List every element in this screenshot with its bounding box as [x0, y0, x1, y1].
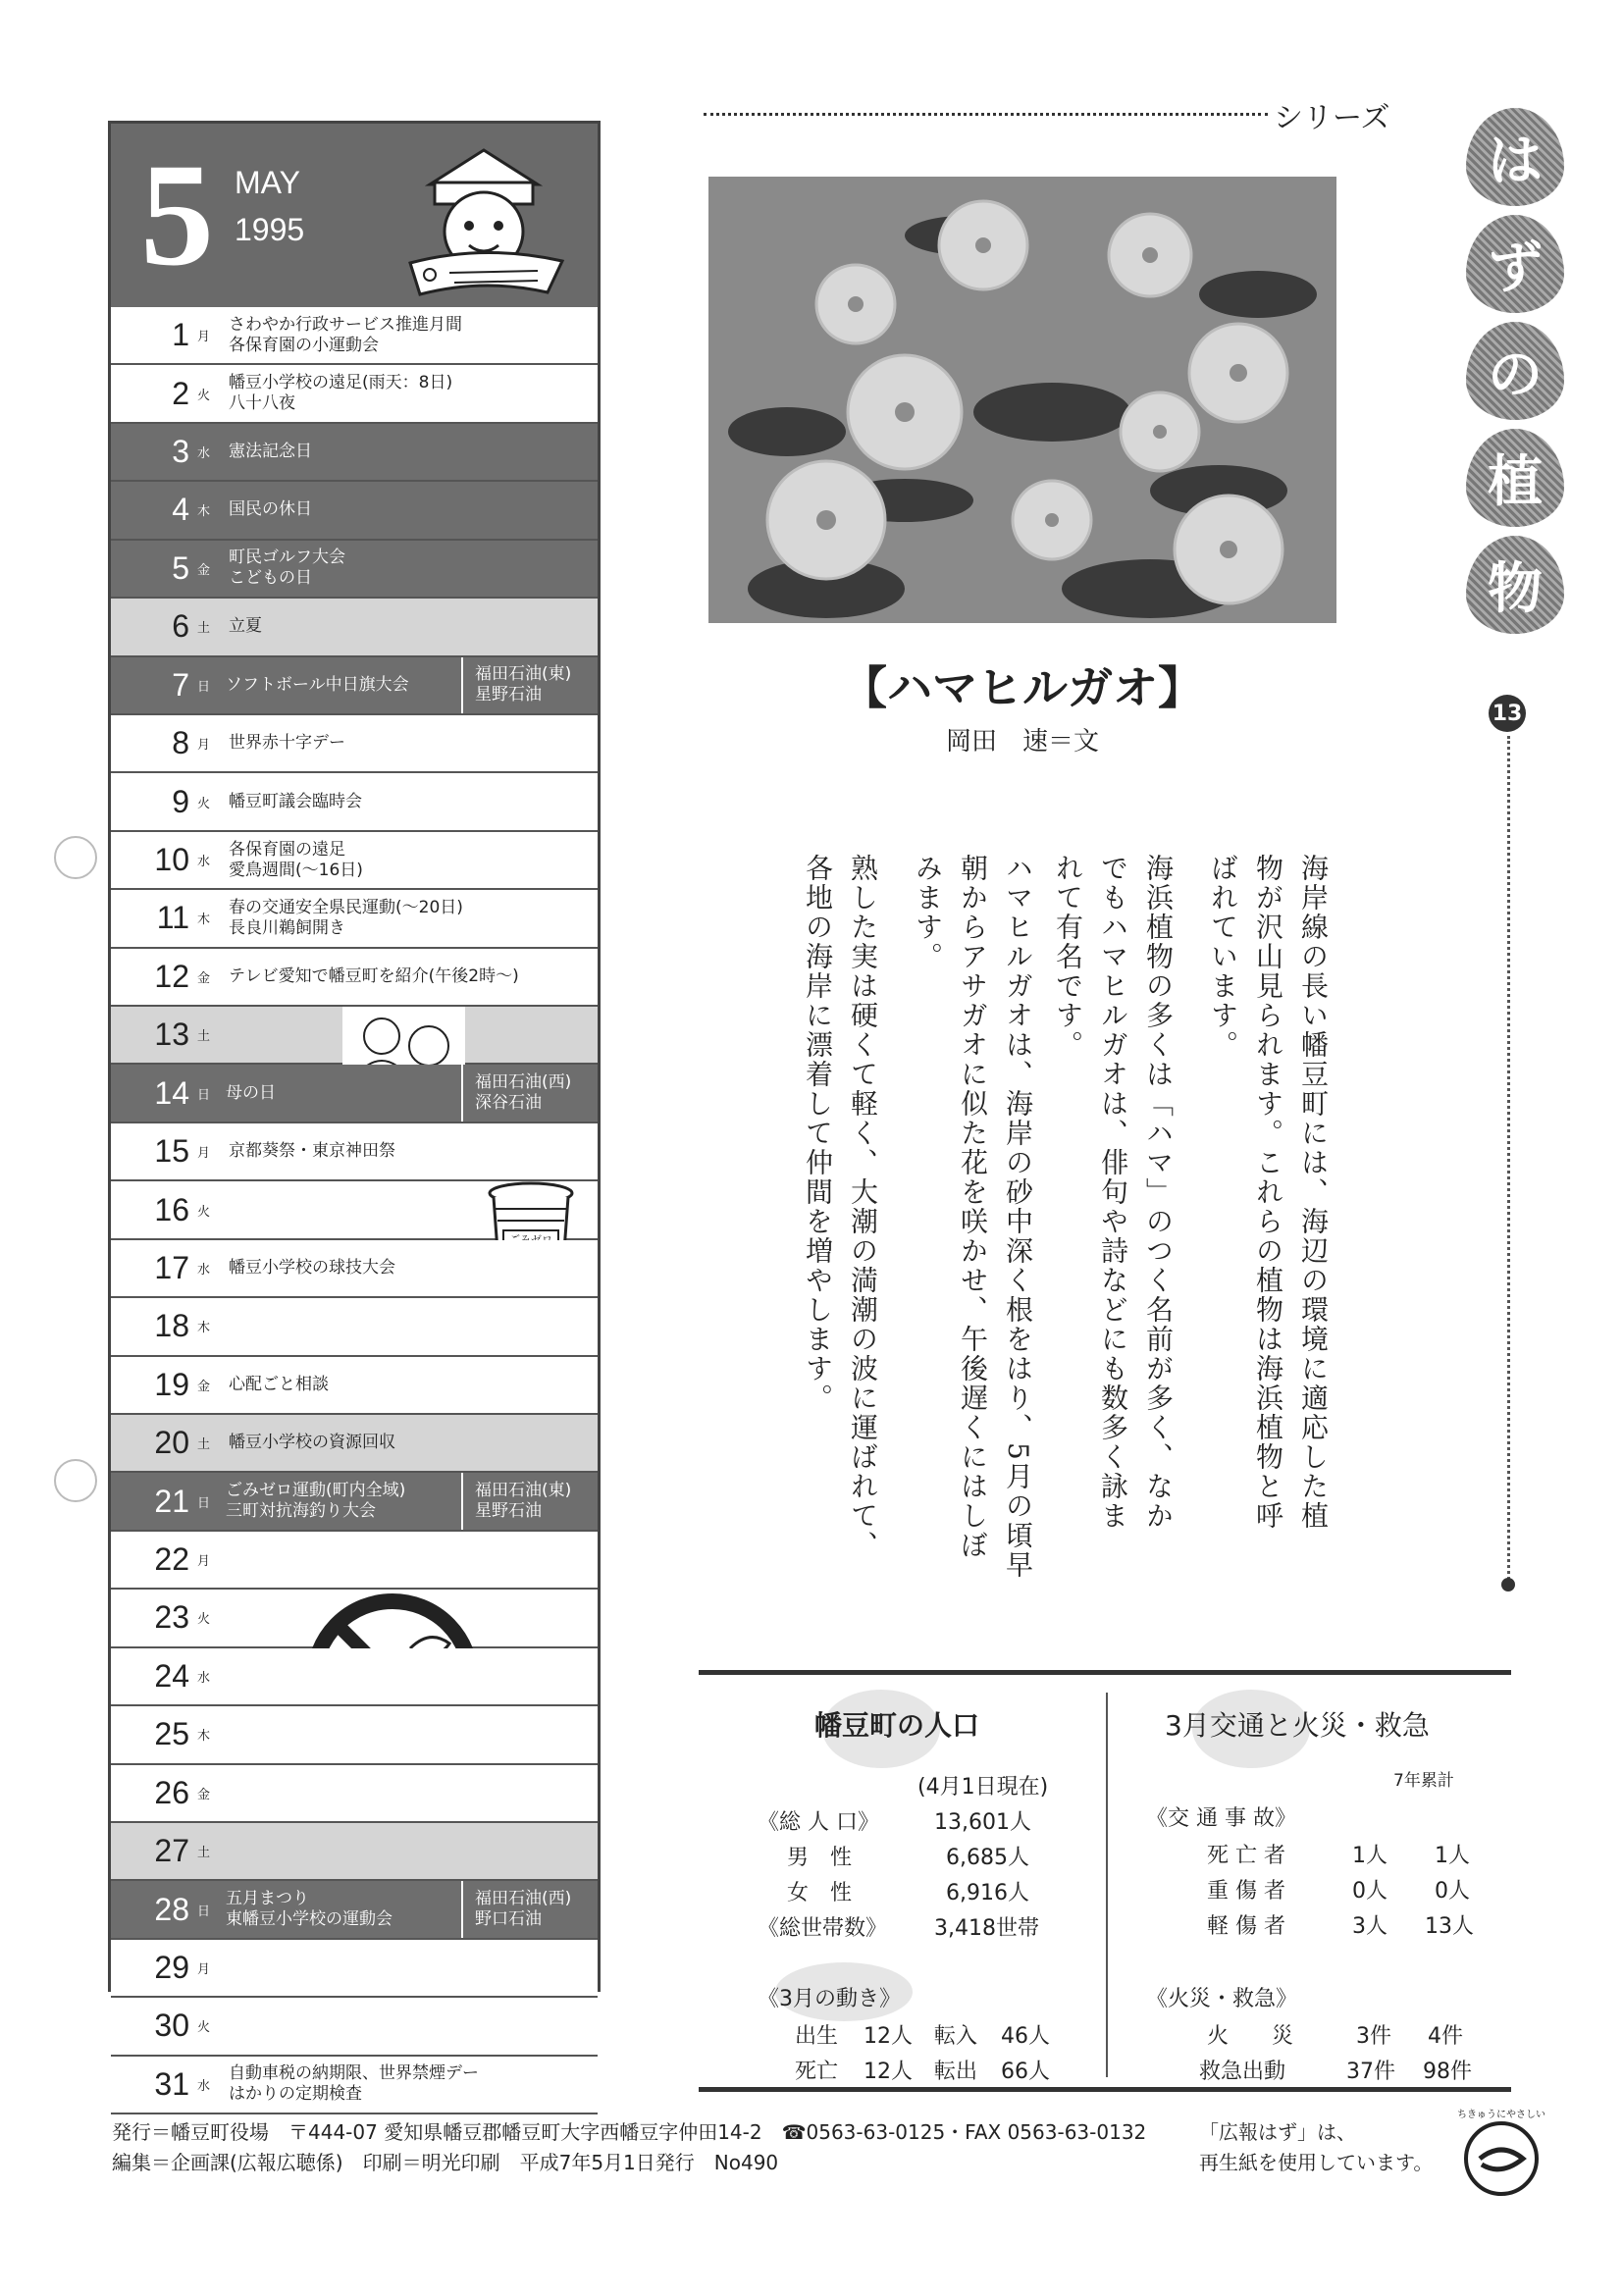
calendar-events: [229, 482, 312, 538]
accident-minor-month: 3人: [1352, 1914, 1387, 1939]
movement-moveout-value: 66人: [1001, 2060, 1050, 2084]
accident-serious-month: 0人: [1352, 1879, 1387, 1904]
calendar-day-number: 12: [154, 958, 189, 994]
calendar-month-number: 5: [140, 133, 214, 296]
calendar-row-day-29: [111, 1940, 598, 1998]
calendar-event: 幡豆小学校の資源回収: [229, 1433, 395, 1453]
calendar-event: 各保育園の小運動会: [229, 335, 379, 355]
calendar-events: [229, 949, 519, 1005]
calendar-row-day-20: [111, 1415, 598, 1473]
calendar-day-number: 27: [154, 1833, 189, 1869]
calendar-row-day-2: [111, 365, 598, 423]
calendar-events: [229, 1415, 395, 1471]
calendar-day-number: 21: [154, 1483, 189, 1519]
calendar-row-day-22: [111, 1532, 598, 1590]
calendar-weekday: 月: [197, 330, 211, 345]
title-char-2: ず: [1466, 215, 1564, 313]
beach-morning-glory-photo: [708, 177, 1336, 623]
footer: [112, 2117, 1387, 2178]
pop-label-total: 《総 人 口》: [758, 1810, 879, 1835]
calendar-events: [229, 541, 345, 597]
population-title: 幡豆町の人口: [814, 1709, 980, 1742]
gas-station-name: 福田石油(西): [475, 1889, 572, 1909]
fire-label: 火 災: [1207, 2024, 1294, 2049]
article-author: 岡田 速＝文: [945, 727, 1099, 756]
calendar-events: [226, 1065, 442, 1121]
calendar-event: ソフトボール中日旗大会: [226, 674, 409, 695]
calendar-row-day-26: [111, 1765, 598, 1823]
series-label: シリーズ: [1274, 101, 1390, 135]
series-line-end-dot: [1501, 1578, 1515, 1592]
calendar-event: 京都葵祭・東京神田祭: [229, 1141, 395, 1162]
calendar-weekday: 月: [197, 1962, 211, 1978]
calendar-weekday: 土: [197, 1437, 211, 1453]
calendar-weekday: 日: [197, 1495, 211, 1511]
movement-movein-label: 転入: [934, 2024, 978, 2049]
calendar-event: 春の交通安全県民運動(～20日): [229, 897, 463, 917]
calendar-weekday: 金: [197, 562, 211, 578]
earth-friendly-logo: [1452, 2102, 1550, 2200]
calendar-weekday: 火: [197, 796, 211, 811]
calendar-event: 八十八夜: [229, 393, 295, 414]
calendar-events: [229, 599, 262, 654]
calendar-row-day-12: [111, 949, 598, 1007]
calendar-events: [229, 773, 362, 829]
population-as-of: (4月1日現在): [917, 1775, 1049, 1800]
calendar-day-number: 11: [156, 900, 189, 936]
calendar-day-number: 9: [172, 783, 189, 819]
calendar-weekday: 火: [197, 1204, 211, 1220]
calendar-day-number: 17: [154, 1249, 189, 1285]
calendar-weekday: 金: [197, 970, 211, 986]
calendar-row-day-15: [111, 1123, 598, 1181]
calendar-event: 世界赤十字デー: [229, 733, 345, 754]
stats-divider: [1106, 1693, 1108, 2077]
calendar-weekday: 土: [197, 1029, 211, 1045]
accident-serious-label: 重 傷 者: [1207, 1879, 1285, 1904]
calendar-weekday: 水: [197, 446, 211, 462]
calendar-event: 母の日: [226, 1082, 276, 1103]
calendar-day-number: 22: [154, 1541, 189, 1578]
pop-label-households: 《総世帯数》: [758, 1916, 888, 1941]
calendar-row-day-4: [111, 482, 598, 540]
series-number-badge: 13: [1489, 695, 1526, 732]
calendar-row-day-31: [111, 2057, 598, 2114]
calendar-header: [111, 124, 598, 307]
movement-death-value: 12人: [864, 2060, 913, 2084]
calendar-event: 国民の休日: [229, 499, 312, 520]
calendar-events: [229, 2057, 479, 2113]
calendar-day-number: 25: [154, 1716, 189, 1752]
calendar-day-number: 19: [154, 1366, 189, 1402]
calendar-row-day-21: [111, 1473, 598, 1531]
series-dotted-line: [704, 113, 1268, 118]
calendar-duty-gas-station: [461, 1881, 598, 1937]
calendar-weekday: 日: [197, 679, 211, 695]
calendar-events: [229, 1357, 329, 1413]
calendar-event: 愛鳥週間(～16日): [229, 860, 363, 880]
calendar-events: [229, 1240, 395, 1296]
calendar-day-number: 4: [172, 492, 189, 528]
accident-death-cumulative: 1人: [1435, 1844, 1470, 1868]
calendar-weekday: 火: [197, 388, 211, 403]
movement-birth-value: 12人: [864, 2024, 913, 2049]
gas-station-name: 福田石油(東): [475, 1481, 572, 1501]
calendar-row-day-3: [111, 424, 598, 482]
koinobori-boy-illustration: [391, 145, 577, 302]
calendar-row-day-7: [111, 657, 598, 715]
calendar-events: [229, 890, 463, 946]
calendar-duty-gas-station: [461, 1473, 598, 1529]
calendar-weekday: 日: [197, 1904, 211, 1919]
calendar-day-number: 29: [154, 1950, 189, 1986]
traffic-cumulative-label: 7年累計: [1393, 1771, 1454, 1791]
calendar-month-english: MAY: [235, 165, 300, 200]
ambulance-month: 37件: [1346, 2060, 1395, 2084]
pop-value-female: 6,916人: [946, 1881, 1029, 1905]
gas-station-name: 星野石油: [475, 685, 542, 705]
calendar-events: [226, 657, 442, 713]
calendar-rows: [111, 307, 598, 2114]
calendar-event: 三町対抗海釣り大会: [226, 1501, 376, 1522]
calendar-day-number: 31: [154, 2065, 189, 2102]
calendar-day-number: 8: [172, 725, 189, 761]
accident-minor-cumulative: 13人: [1425, 1914, 1474, 1939]
calendar-weekday: 木: [197, 504, 211, 520]
calendar-day-number: 6: [172, 608, 189, 645]
calendar-weekday: 土: [197, 1846, 211, 1861]
traffic-accident-title: 《交 通 事 故》: [1146, 1806, 1296, 1831]
calendar-weekday: 月: [197, 1554, 211, 1570]
calendar-event: ごみゼロ運動(町内全域): [226, 1481, 406, 1501]
fire-cumulative: 4件: [1428, 2024, 1463, 2049]
title-char-3: の: [1466, 322, 1564, 420]
title-char-1: は: [1466, 108, 1564, 206]
calendar-day-number: 20: [154, 1425, 189, 1461]
calendar-events: [229, 365, 452, 421]
article-column-right: [1025, 854, 1335, 1540]
ambulance-cumulative: 98件: [1423, 2060, 1472, 2084]
calendar-weekday: 金: [197, 1379, 211, 1394]
calendar-row-day-16: [111, 1181, 598, 1239]
calendar-event: 幡豆小学校の遠足(雨天：8日): [229, 373, 453, 393]
series-title-vertical: [1466, 108, 1574, 643]
pop-label-male: 男 性: [787, 1846, 853, 1870]
calendar-duty-gas-station: [461, 657, 598, 713]
fire-title: 《火災・救急》: [1146, 1987, 1298, 2011]
calendar-day-number: 26: [154, 1774, 189, 1810]
calendar-weekday: 土: [197, 621, 211, 637]
calendar-row-day-25: [111, 1706, 598, 1764]
calendar-weekday: 木: [197, 1729, 211, 1745]
calendar-event: 自動車税の納期限、世界禁煙デー: [229, 2063, 479, 2084]
gas-station-name: 福田石油(東): [475, 664, 572, 685]
calendar-row-day-18: [111, 1298, 598, 1356]
footer-editor-line: 編集＝企画課(広報広聴係) 印刷＝明光印刷 平成7年5月1日発行 No490: [112, 2151, 779, 2174]
calendar-weekday: 火: [197, 2020, 211, 2036]
calendar-weekday: 日: [197, 1087, 211, 1103]
movement-birth-label: 出生: [795, 2024, 839, 2049]
series-vertical-dotted-line: [1507, 736, 1512, 1580]
calendar-day-number: 2: [172, 375, 189, 411]
calendar-day-number: 1: [172, 317, 189, 353]
title-char-4: 植: [1466, 429, 1564, 527]
calendar-events: [229, 832, 363, 888]
pop-value-total: 13,601人: [934, 1810, 1031, 1835]
calendar-event: さわやか行政サービス推進月間: [229, 314, 462, 335]
calendar-weekday: 木: [197, 913, 211, 928]
gas-station-name: 野口石油: [475, 1909, 542, 1930]
calendar-event: 立夏: [229, 616, 262, 637]
calendar-weekday: 木: [197, 1321, 211, 1336]
calendar-events: [229, 424, 312, 480]
logo-text: ちきゅうにやさしい: [1457, 2110, 1545, 2120]
movement-moveout-label: 転出: [934, 2060, 978, 2084]
calendar-event: 長良川鵜飼開き: [229, 917, 345, 938]
pop-label-female: 女 性: [787, 1881, 853, 1905]
footer-note-line2: 再生紙を使用しています。: [1199, 2151, 1434, 2174]
calendar-event: 幡豆小学校の球技大会: [229, 1257, 395, 1278]
calendar-day-number: 30: [154, 2008, 189, 2044]
calendar-row-day-11: [111, 890, 598, 948]
calendar-row-day-23: [111, 1590, 598, 1647]
calendar-day-number: 28: [154, 1891, 189, 1927]
movement-death-label: 死亡: [795, 2060, 839, 2084]
fire-month: 3件: [1356, 2024, 1391, 2049]
article-paragraph-4: 熟した実は硬くて軽く、大潮の満潮の波に運ばれて、各地の海岸に漂着して仲間を増やします。: [802, 854, 879, 1560]
calendar-day-number: 14: [154, 1074, 189, 1111]
gas-station-name: 福田石油(西): [475, 1072, 572, 1093]
calendar-event: 幡豆町議会臨時会: [229, 791, 362, 811]
article-paragraph-3: ハマヒルガオは、海岸の砂中深く根をはり、5月の頃早朝からアサガオに似た花を咲かせ、午後遅くにはしぼみます。: [912, 854, 1034, 1580]
calendar-event: こどもの日: [229, 568, 312, 589]
calendar-event: 町民ゴルフ大会: [229, 548, 345, 568]
calendar-day-number: 15: [154, 1133, 189, 1170]
calendar-day-number: 23: [154, 1599, 189, 1636]
ambulance-label: 救急出動: [1199, 2060, 1286, 2084]
calendar-row-day-13: [111, 1007, 598, 1065]
calendar-events: [229, 715, 345, 771]
gas-station-name: 星野石油: [475, 1501, 542, 1522]
calendar-row-day-6: [111, 599, 598, 656]
accident-minor-label: 軽 傷 者: [1207, 1914, 1285, 1939]
calendar-day-number: 5: [172, 549, 189, 586]
calendar-row-day-28: [111, 1881, 598, 1939]
calendar-weekday: 月: [197, 738, 211, 754]
calendar-weekday: 水: [197, 855, 211, 869]
footer-note-line1: 「広報はず」は、: [1199, 2120, 1356, 2144]
binder-hole-top: [54, 836, 97, 879]
binder-hole-bottom: [54, 1459, 97, 1502]
calendar-event: 心配ごと相談: [229, 1374, 329, 1394]
calendar-row-day-5: [111, 541, 598, 599]
calendar-weekday: 水: [197, 1262, 211, 1278]
pop-value-households: 3,418世帯: [934, 1916, 1039, 1941]
footer-publisher-line: 発行＝幡豆町役場 〒444-07 愛知県幡豆郡幡豆町大字西幡豆字仲田14-2 ☎0563-63-0125・FAX 0563-63-0132: [112, 2120, 1147, 2144]
calendar-row-day-8: [111, 715, 598, 773]
article-paragraph-2: 海浜植物の多くは「ハマ」のつく名前が多く、なかでもハマヒルガオは、俳句や詩などにも数多く詠まれて有名です。: [1052, 854, 1175, 1531]
calendar-events: [229, 307, 462, 363]
calendar-duty-gas-station: [461, 1065, 598, 1121]
calendar-event: 憲法記念日: [229, 442, 312, 462]
accident-serious-cumulative: 0人: [1435, 1879, 1470, 1904]
calendar-row-day-17: [111, 1240, 598, 1298]
calendar-event: 各保育園の遠足: [229, 839, 345, 860]
calendar-row-day-27: [111, 1823, 598, 1881]
calendar-events: [226, 1473, 442, 1529]
calendar-day-number: 18: [154, 1308, 189, 1344]
calendar-day-number: 3: [172, 434, 189, 470]
calendar-weekday: 月: [197, 1146, 211, 1162]
footer-recycled-note: [1199, 2117, 1433, 2178]
calendar-row-day-19: [111, 1357, 598, 1415]
article-title: 【ハマヒルガオ】: [842, 663, 1203, 713]
calendar-year: 1995: [235, 212, 305, 247]
calendar-day-number: 24: [154, 1657, 189, 1694]
calendar-weekday: 金: [197, 1787, 211, 1802]
calendar-row-day-14: [111, 1065, 598, 1122]
pop-value-male: 6,685人: [946, 1846, 1029, 1870]
calendar-event: はかりの定期検査: [229, 2084, 362, 2105]
accident-death-month: 1人: [1352, 1844, 1387, 1868]
calendar-event: テレビ愛知で幡豆町を紹介(午後2時～): [229, 965, 519, 986]
calendar-weekday: 火: [197, 1612, 211, 1628]
calendar-row-day-1: [111, 307, 598, 365]
calendar-weekday: 水: [197, 1670, 211, 1686]
calendar-day-number: 10: [154, 842, 189, 877]
calendar-row-day-24: [111, 1648, 598, 1706]
calendar-row-day-30: [111, 1998, 598, 2056]
title-char-5: 物: [1466, 536, 1564, 634]
calendar-row-day-10: [111, 832, 598, 890]
movement-movein-value: 46人: [1001, 2024, 1050, 2049]
calendar-weekday: 水: [197, 2078, 211, 2094]
traffic-title: 3月交通と火災・救急: [1165, 1709, 1430, 1742]
movement-title: 《3月の動き》: [758, 1987, 901, 2011]
calendar-day-number: 16: [154, 1191, 189, 1227]
calendar-events: [226, 1881, 442, 1937]
calendar-row-day-9: [111, 773, 598, 831]
calendar-day-number: 13: [154, 1017, 189, 1053]
calendar: [108, 121, 601, 2105]
article-paragraph-1: 海岸線の長い幡豆町には、海辺の環境に適応した植物が沢山見られます。これらの植物は海浜植物と呼ばれています。: [1207, 854, 1330, 1531]
accident-death-label: 死 亡 者: [1207, 1844, 1285, 1868]
calendar-day-number: 7: [172, 666, 189, 703]
calendar-event: 東幡豆小学校の運動会: [226, 1909, 393, 1930]
calendar-event: 五月まつり: [226, 1889, 309, 1909]
gas-station-name: 深谷石油: [475, 1093, 542, 1114]
article-column-left: [775, 854, 1040, 1580]
calendar-events: [229, 1123, 395, 1179]
